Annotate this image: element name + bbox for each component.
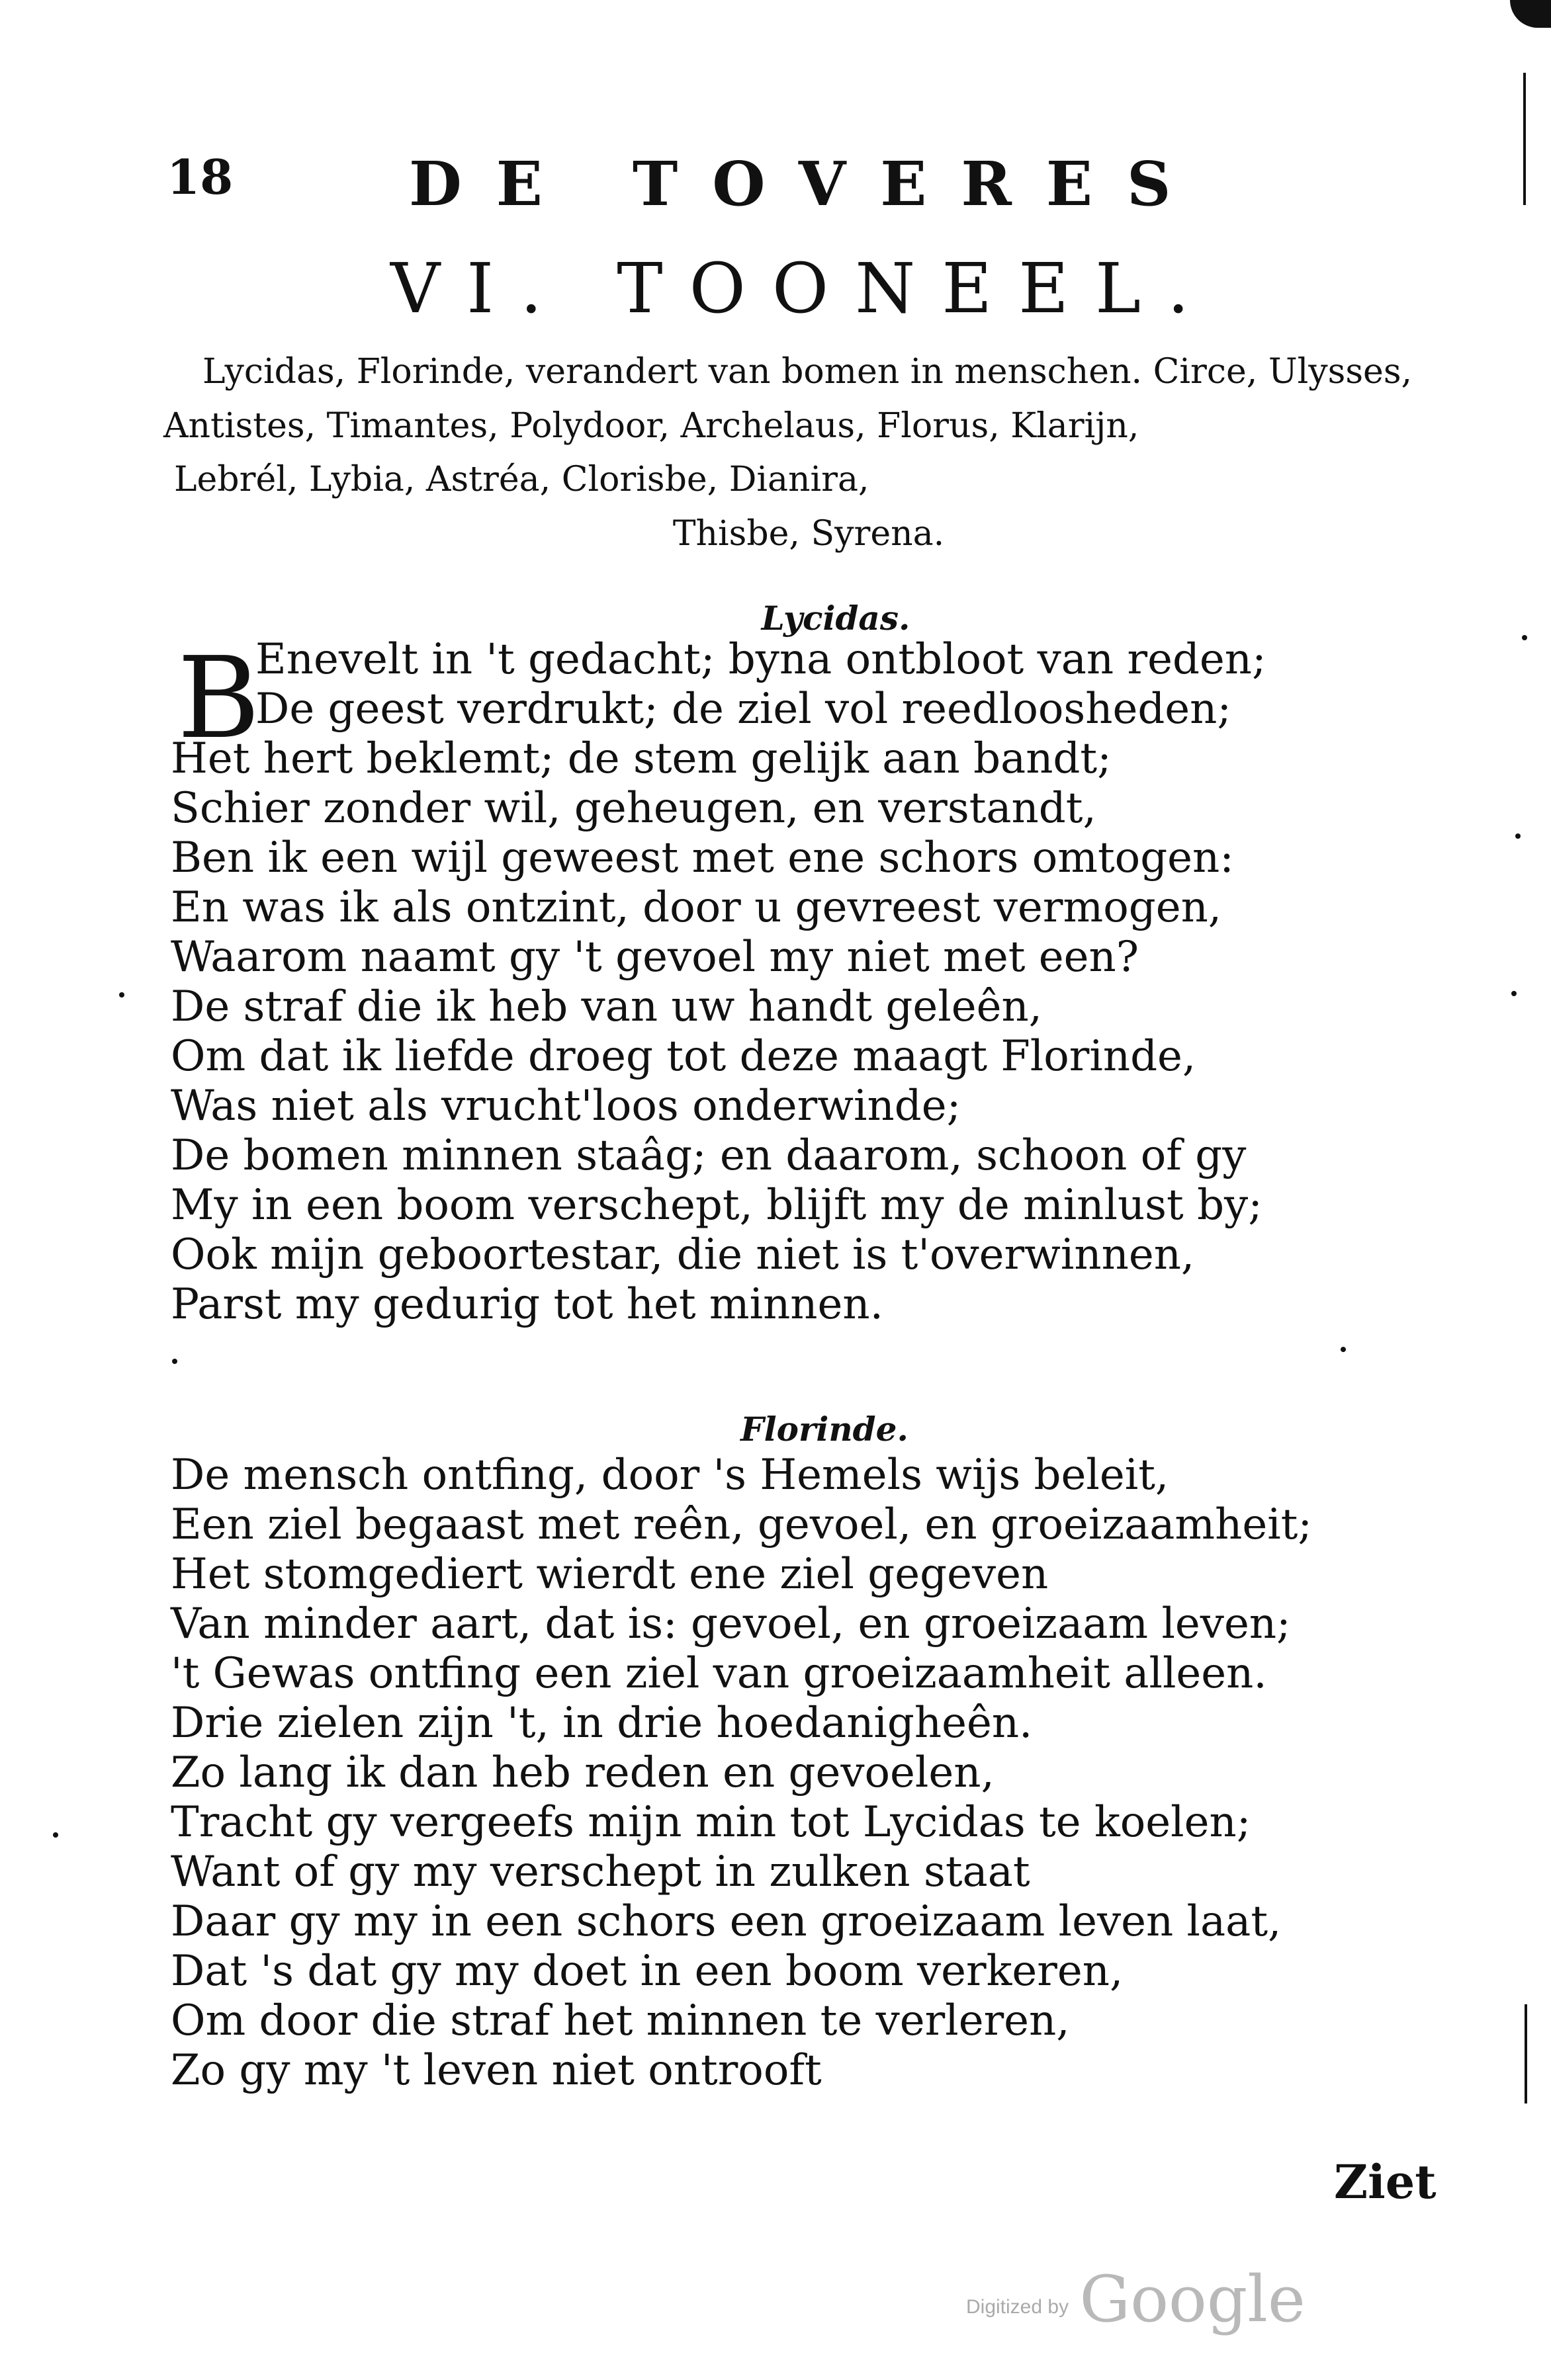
verse-line: De bomen minnen staâg; en daarom, schoon of gy bbox=[171, 1131, 1247, 1180]
ink-speck bbox=[1515, 833, 1521, 839]
digitization-watermark bbox=[966, 2262, 1306, 2336]
ink-speck bbox=[53, 1832, 58, 1838]
verse-line: Drie zielen zijn 't, in drie hoedanigheên. bbox=[171, 1699, 1033, 1748]
ink-speck bbox=[119, 992, 124, 998]
verse-line: Want of gy my verschept in zulken staat bbox=[171, 1848, 1030, 1896]
verse-line: Ben ik een wijl geweest met ene schors omtogen: bbox=[171, 833, 1234, 882]
verse-block bbox=[171, 1451, 1349, 2096]
verse-line: My in een boom verschept, blijft my de minlust by; bbox=[171, 1181, 1263, 1230]
verse-line: De geest verdrukt; de ziel vol reedloosheden; bbox=[255, 685, 1231, 734]
cast-line: Antistes, Timantes, Polydoor, Archelaus, Florus, Klarijn, bbox=[163, 405, 1139, 446]
ink-speck bbox=[1522, 635, 1527, 640]
running-head: DE TOVERES bbox=[409, 148, 1206, 220]
edge-rule bbox=[1523, 73, 1526, 205]
page-number: 18 bbox=[167, 149, 234, 205]
verse-line: Waarom naamt gy 't gevoel my niet met een? bbox=[171, 933, 1139, 982]
speaker-name: Lycidas. bbox=[761, 599, 910, 638]
google-logo: Google bbox=[1079, 2262, 1306, 2336]
ink-blot bbox=[1340, 1346, 1347, 1353]
ink-speck bbox=[1511, 991, 1517, 996]
verse-line: Om dat ik liefde droeg tot deze maagt Florinde, bbox=[171, 1032, 1196, 1081]
verse-line: Enevelt in 't gedacht; byna ontbloot van reden; bbox=[255, 635, 1266, 684]
catchword: Ziet bbox=[1334, 2154, 1437, 2209]
verse-line: Tracht gy vergeefs mijn min tot Lycidas te koelen; bbox=[171, 1798, 1251, 1847]
verse-line: Was niet als vrucht'loos onderwinde; bbox=[171, 1082, 961, 1130]
cast-line: Lycidas, Florinde, verandert van bomen in menschen. Circe, Ulysses, bbox=[202, 352, 1413, 392]
ink-speck bbox=[172, 1359, 177, 1364]
verse-line: Zo gy my 't leven niet ontrooft bbox=[171, 2046, 822, 2095]
verse-line: En was ik als ontzint, door u gevreest vermogen, bbox=[171, 883, 1222, 932]
verse-line: Ook mijn geboortestar, die niet is t'overwinnen, bbox=[171, 1230, 1195, 1279]
verse-line: Parst my gedurig tot het minnen. bbox=[171, 1280, 883, 1329]
scene-title: VI. TOONEEL. bbox=[390, 248, 1216, 329]
cast-list bbox=[162, 345, 1452, 562]
verse-line: Het hert beklemt; de stem gelijk aan bandt; bbox=[171, 734, 1112, 783]
verse-line: Van minder aart, dat is: gevoel, en groeizaam leven; bbox=[171, 1599, 1291, 1648]
cast-line: Lebrél, Lybia, Astréa, Clorisbe, Dianira, bbox=[174, 460, 869, 500]
verse-line: Zo lang ik dan heb reden en gevoelen, bbox=[171, 1748, 995, 1797]
verse-line: Dat 's dat gy my doet in een boom verkeren, bbox=[171, 1947, 1124, 1996]
edge-blot bbox=[1510, 0, 1551, 28]
verse-line: De straf die ik heb van uw handt geleên, bbox=[171, 982, 1042, 1031]
verse-line: Daar gy my in een schors een groeizaam leven laat, bbox=[171, 1897, 1282, 1946]
verse-line: Het stomgediert wierdt ene ziel gegeven bbox=[171, 1550, 1049, 1599]
verse-block bbox=[171, 635, 1349, 1330]
verse-line: 't Gewas ontfing een ziel van groeizaamheit alleen. bbox=[171, 1649, 1267, 1698]
speaker-name: Florinde. bbox=[740, 1410, 908, 1449]
verse-line: Een ziel begaast met reên, gevoel, en groeizaamheit; bbox=[171, 1500, 1312, 1549]
verse-line: Om door die straf het minnen te verleren, bbox=[171, 1996, 1070, 2045]
drop-initial: B bbox=[177, 633, 260, 764]
edge-rule bbox=[1525, 2004, 1527, 2104]
verse-line: Schier zonder wil, geheugen, en verstandt, bbox=[171, 784, 1096, 833]
watermark-prefix: Digitized by bbox=[966, 2296, 1069, 2318]
cast-line: Thisbe, Syrena. bbox=[672, 513, 945, 554]
verse-line: De mensch ontfing, door 's Hemels wijs beleit, bbox=[171, 1451, 1169, 1500]
